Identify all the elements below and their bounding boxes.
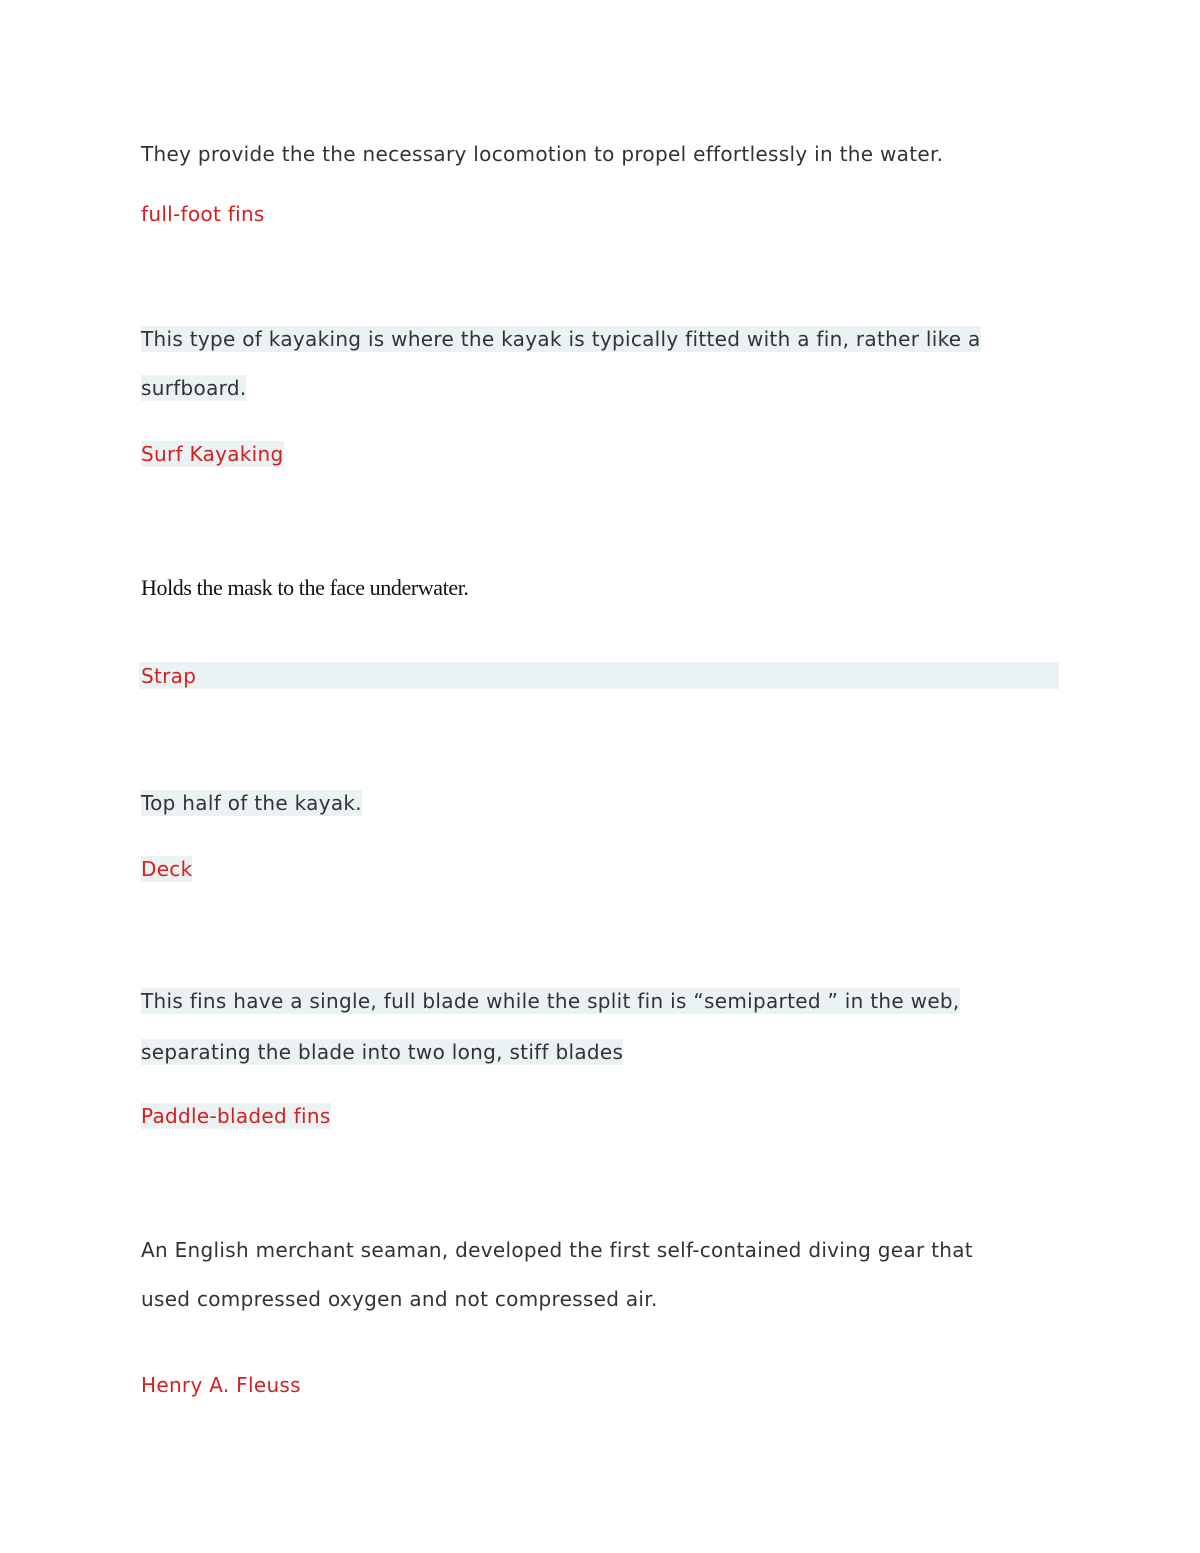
question-6-line-1: An English merchant seaman, developed the first self-contained diving gear that	[141, 1238, 973, 1262]
question-1-line-1: They provide the the necessary locomotion to propel effortlessly in the water.	[141, 142, 944, 166]
answer-3-highlight-band	[139, 662, 1059, 689]
answer-6: Henry A. Fleuss	[141, 1373, 301, 1397]
question-4-line-1: Top half of the kayak.	[141, 791, 362, 815]
answer-4: Deck	[141, 857, 193, 881]
question-6-line-2: used compressed oxygen and not compressed air.	[141, 1287, 658, 1311]
question-5-line-2: separating the blade into two long, stiff blades	[141, 1040, 624, 1064]
question-2-line-1: This type of kayaking is where the kayak is typically fitted with a fin, rather like a	[141, 327, 981, 351]
answer-1: full-foot fins	[141, 202, 265, 226]
answer-2: Surf Kayaking	[141, 442, 284, 466]
answer-3: Strap	[141, 664, 197, 688]
answer-5: Paddle-bladed fins	[141, 1104, 331, 1128]
question-5-line-1: This fins have a single, full blade while the split fin is “semiparted ” in the web,	[141, 989, 960, 1013]
question-2-line-2: surfboard.	[141, 376, 247, 400]
question-3-line-1: Holds the mask to the face underwater.	[141, 575, 469, 600]
